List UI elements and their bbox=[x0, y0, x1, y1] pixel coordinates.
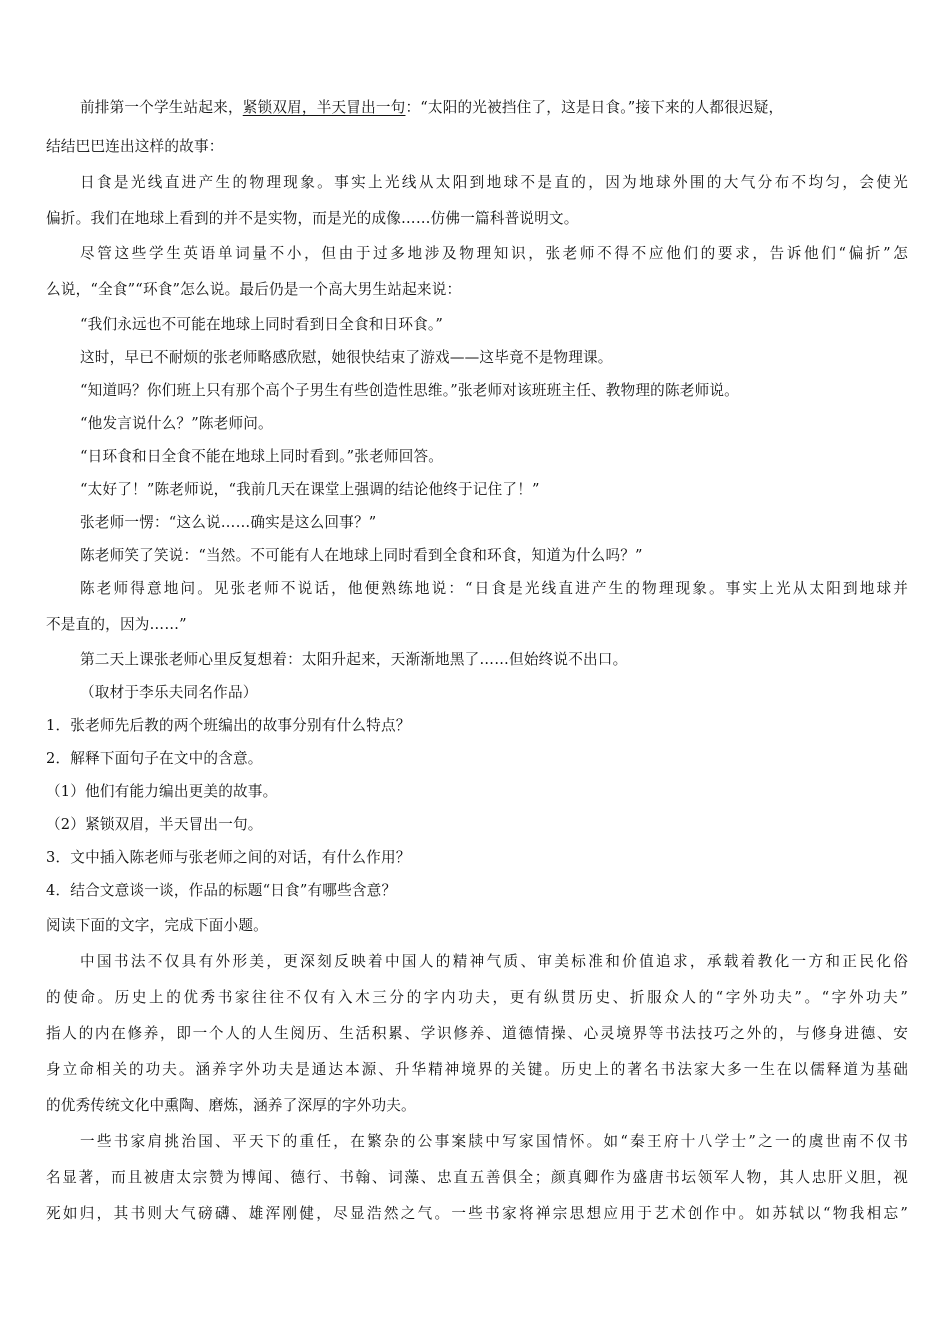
question-2-sub-2: （2）紧锁双眉，半天冒出一句。 bbox=[46, 816, 263, 833]
passage-2-para-1-line-5: 的优秀传统文化中熏陶、磨炼，涵养了深厚的字外功夫。 bbox=[46, 1097, 416, 1114]
underlined-phrase: 紧锁双眉，半天冒出一句 bbox=[242, 99, 406, 116]
question-4: 4．结合文意谈一谈，作品的标题“日食”有哪些含意？ bbox=[46, 882, 397, 899]
story-source: （取材于李乐夫同名作品） bbox=[80, 684, 258, 701]
story-paragraph-6: “知道吗？你们班上只有那个高个子男生有些创造性思维。”张老师对该班班主任、教物理的陈老师说。 bbox=[80, 382, 739, 399]
story-paragraph-4: “我们永远也不可能在地球上同时看到日全食和日环食。” bbox=[80, 316, 444, 333]
passage-2-para-1-line-1: 中国书法不仅具有外形美，更深刻反映着中国人的精神气质、审美标准和价值追求，承载着教化一方和正民化俗 bbox=[80, 953, 908, 970]
story-paragraph-5: 这时，早已不耐烦的张老师略感欣慰，她很快结束了游戏——这毕竟不是物理课。 bbox=[80, 349, 613, 366]
story-paragraph-9: “太好了！”陈老师说，“我前几天在课堂上强调的结论他终于记住了！” bbox=[80, 481, 540, 498]
story-paragraph-10: 张老师一愣：“这么说……确实是这么回事？” bbox=[80, 514, 377, 531]
story-paragraph-12-line-1: 陈老师得意地问。见张老师不说话，他便熟练地说：“日食是光线直进产生的物理现象。事实上光从太阳到地球并 bbox=[80, 580, 908, 597]
story-paragraph-7: “他发言说什么？”陈老师问。 bbox=[80, 415, 273, 432]
story-paragraph-3-line-2: 么说，“全食”“环食”怎么说。最后仍是一个高大男生站起来说： bbox=[46, 281, 462, 298]
story-paragraph-12-line-2: 不是直的，因为……” bbox=[46, 616, 187, 633]
text-span: 前排第一个学生站起来， bbox=[80, 99, 243, 116]
passage-2-para-1-line-2: 的使命。历史上的优秀书家往往不仅有入木三分的字内功夫，更有纵贯历史、折服众人的“字外功夫”。“字外功夫” bbox=[46, 989, 908, 1006]
story-paragraph-1-line-1 bbox=[80, 98, 783, 118]
passage-2-para-2-line-2: 名显著，而且被唐太宗赞为博闻、德行、书翰、词藻、忠直五善俱全；颜真卿作为盛唐书坛领军人物，其人忠肝义胆，视 bbox=[46, 1169, 908, 1186]
question-3: 3．文中插入陈老师与张老师之间的对话，有什么作用？ bbox=[46, 849, 411, 866]
story-paragraph-11: 陈老师笑了笑说：“当然。不可能有人在地球上同时看到全食和环食，知道为什么吗？” bbox=[80, 547, 643, 564]
passage-2-intro: 阅读下面的文字，完成下面小题。 bbox=[46, 917, 268, 934]
passage-2-para-2-line-3: 死如归，其书则大气磅礴、雄浑刚健，尽显浩然之气。一些书家将禅宗思想应用于艺术创作中。如苏轼以“物我相忘” bbox=[46, 1205, 908, 1222]
text-span: ：“太阳的光被挡住了，这是日食。”接下来的人都很迟疑， bbox=[405, 99, 784, 116]
story-paragraph-2-line-2: 偏折。我们在地球上看到的并不是实物，而是光的成像……仿佛一篇科普说明文。 bbox=[46, 210, 579, 227]
question-2: 2．解释下面句子在文中的含意。 bbox=[46, 750, 263, 767]
question-1: 1．张老师先后教的两个班编出的故事分别有什么特点？ bbox=[46, 717, 411, 734]
question-2-sub-1: （1）他们有能力编出更美的故事。 bbox=[46, 783, 278, 800]
passage-2-para-1-line-4: 身立命相关的功夫。涵养字外功夫是通达本源、升华精神境界的关键。历史上的著名书法家大多一生在以儒释道为基础 bbox=[46, 1061, 908, 1078]
story-paragraph-2-line-1: 日食是光线直进产生的物理现象。事实上光线从太阳到地球不是直的，因为地球外围的大气分布不均匀，会使光 bbox=[80, 174, 908, 191]
passage-2-para-1-line-3: 指人的内在修养，即一个人的人生阅历、生活积累、学识修养、道德情操、心灵境界等书法技巧之外的，与修身进德、安 bbox=[46, 1025, 908, 1042]
passage-2-para-2-line-1: 一些书家肩挑治国、平天下的重任，在繁杂的公事案牍中写家国情怀。如“秦王府十八学士”之一的虞世南不仅书 bbox=[80, 1133, 908, 1150]
story-paragraph-8: “日环食和日全食不能在地球上同时看到。”张老师回答。 bbox=[80, 448, 444, 465]
story-paragraph-3-line-1: 尽管这些学生英语单词量不小，但由于过多地涉及物理知识，张老师不得不应他们的要求，告诉他们“偏折”怎 bbox=[80, 245, 908, 262]
story-paragraph-13: 第二天上课张老师心里反复想着：太阳升起来，天渐渐地黑了……但始终说不出口。 bbox=[80, 651, 628, 668]
story-paragraph-1-line-2: 结结巴巴连出这样的故事： bbox=[46, 138, 224, 155]
